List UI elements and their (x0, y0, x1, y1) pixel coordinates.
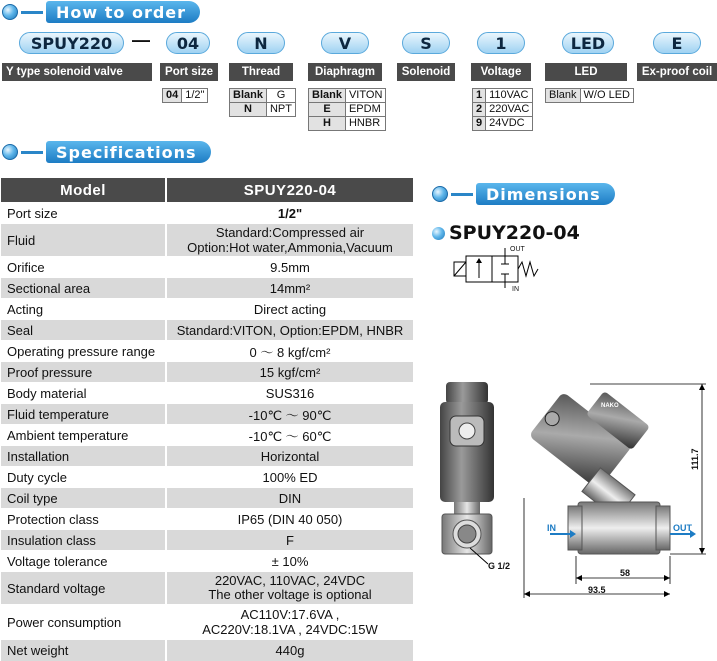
label-voltage: Voltage (471, 63, 531, 81)
option-value: 110VAC (486, 89, 533, 103)
out-label: OUT (673, 523, 692, 533)
valve-side-view (520, 378, 716, 600)
option-value: HNBR (345, 117, 385, 131)
table-row (309, 103, 386, 117)
spec-value: Horizontal (166, 446, 413, 467)
label-exproof: Ex-proof coil (637, 63, 717, 81)
label-diaphragm: Diaphragm (308, 63, 382, 81)
option-value: W/O LED (580, 89, 633, 103)
spec-label: Ambient temperature (1, 425, 166, 446)
option-key: H (309, 117, 346, 131)
option-key: 1 (473, 89, 486, 103)
option-value: EPDM (345, 103, 385, 117)
option-key: 9 (473, 117, 486, 131)
option-key: 2 (473, 103, 486, 117)
spec-label: Voltage tolerance (1, 551, 166, 572)
spec-value (166, 224, 413, 257)
table-row (1, 425, 413, 446)
table-row (309, 117, 386, 131)
table-row (1, 278, 413, 299)
option-value: 24VDC (486, 117, 533, 131)
in-label: IN (547, 523, 556, 533)
spec-value (166, 572, 413, 605)
spec-value: Standard:VITON, Option:EPDM, HNBR (166, 320, 413, 341)
how-to-order-title: How to order (46, 1, 200, 23)
header-dash (21, 151, 43, 154)
voltage-table (472, 88, 533, 131)
spec-label: Body material (1, 383, 166, 404)
leader-line (470, 548, 490, 568)
table-row (1, 203, 413, 224)
header-dash (21, 11, 43, 14)
spec-label: Sectional area (1, 278, 166, 299)
spec-value: 15 kgf/cm² (166, 362, 413, 383)
spec-value: -10℃ ～ 60℃ (166, 425, 413, 446)
spec-value (166, 605, 413, 640)
table-row (1, 257, 413, 278)
spec-label: Fluid temperature (1, 404, 166, 425)
spec-value: -10℃ ～ 90℃ (166, 404, 413, 425)
spec-value: ± 10% (166, 551, 413, 572)
spec-value: 440g (166, 640, 413, 661)
spec-value: IP65 (DIN 40 050) (166, 509, 413, 530)
how-to-order-header (2, 1, 200, 23)
dimensions-title: Dimensions (476, 183, 615, 205)
label-solenoid: Solenoid (397, 63, 455, 81)
bullet-icon (432, 186, 448, 202)
code-diaphragm: V (321, 32, 369, 54)
table-row (1, 362, 413, 383)
table-row (1, 224, 413, 257)
option-key: Blank (309, 89, 346, 103)
table-row (1, 341, 413, 362)
spec-label: Protection class (1, 509, 166, 530)
option-value: NPT (266, 103, 295, 117)
table-row (1, 605, 413, 640)
table-row (1, 530, 413, 551)
spec-label: Standard voltage (1, 572, 166, 605)
option-value: 220VAC (486, 103, 533, 117)
spec-value: 14mm² (166, 278, 413, 299)
spec-value-line1: Standard:Compressed air (215, 225, 365, 240)
option-key: Blank (546, 89, 581, 103)
table-row (163, 89, 208, 103)
spec-label: Coil type (1, 488, 166, 509)
outer-width-dimension: 93.5 (588, 585, 606, 595)
thread-table (229, 88, 296, 117)
model-heading (432, 222, 580, 244)
bullet-icon (2, 4, 18, 20)
spec-label: Proof pressure (1, 362, 166, 383)
spec-value: F (166, 530, 413, 551)
spec-label: Orifice (1, 257, 166, 278)
spec-label: Operating pressure range (1, 341, 166, 362)
spec-label: Acting (1, 299, 166, 320)
spec-label: Installation (1, 446, 166, 467)
port-size-table (162, 88, 208, 103)
table-header-row (1, 178, 413, 203)
spec-label: Net weight (1, 640, 166, 661)
code-dash: — (132, 30, 150, 50)
code-solenoid: S (402, 32, 450, 54)
table-row (1, 299, 413, 320)
table-row (473, 117, 533, 131)
option-value: G (266, 89, 295, 103)
model-name: SPUY220-04 (449, 222, 580, 244)
specifications-header (2, 141, 211, 163)
height-dimension: 111.7 (690, 448, 700, 470)
option-key: Blank (230, 89, 267, 103)
spec-value: 100% ED (166, 467, 413, 488)
spec-label: Power consumption (1, 605, 166, 640)
code-thread: N (237, 32, 285, 54)
spec-value: Direct acting (166, 299, 413, 320)
table-row (1, 404, 413, 425)
table-row (309, 89, 386, 103)
led-table (545, 88, 634, 103)
table-row (230, 89, 296, 103)
spec-label: Seal (1, 320, 166, 341)
code-port-size: 04 (166, 32, 210, 54)
label-led: LED (545, 63, 627, 81)
table-row (1, 467, 413, 488)
spec-label: Insulation class (1, 530, 166, 551)
table-row (473, 89, 533, 103)
code-voltage: 1 (477, 32, 525, 54)
table-row (546, 89, 634, 103)
code-model: SPUY220 (19, 32, 124, 54)
symbol-in-label: IN (512, 286, 519, 293)
symbol-out-label: OUT (510, 246, 525, 253)
option-key: 04 (163, 89, 182, 103)
spec-value-line2: The other voltage is optional (208, 587, 372, 602)
spec-value: 9.5mm (166, 257, 413, 278)
option-key: N (230, 103, 267, 117)
table-row (1, 446, 413, 467)
table-row (1, 640, 413, 661)
table-row (1, 509, 413, 530)
code-led: LED (562, 32, 614, 54)
spec-label: Duty cycle (1, 467, 166, 488)
spec-value-line1: AC110V:17.6VA , (240, 607, 340, 622)
spec-value: 0 ～ 8 kgf/cm² (166, 341, 413, 362)
specifications-title: Specifications (46, 141, 211, 163)
specifications-table (1, 177, 413, 661)
option-value: VITON (345, 89, 385, 103)
code-exproof: E (653, 32, 701, 54)
label-port-size: Port size (160, 63, 218, 81)
spec-label: Port size (1, 203, 166, 224)
diaphragm-table (308, 88, 386, 131)
option-key: E (309, 103, 346, 117)
table-row (230, 103, 296, 117)
valve-symbol-icon (452, 244, 552, 294)
spec-value-line2: Option:Hot water,Ammonia,Vacuum (187, 240, 393, 255)
thread-label: G 1/2 (488, 561, 511, 571)
table-row (1, 488, 413, 509)
spec-label: Fluid (1, 224, 166, 257)
col-model: Model (1, 178, 166, 203)
option-value: 1/2" (182, 89, 208, 103)
valve-front-view (436, 380, 498, 560)
spec-value-line2: AC220V:18.1VA , 24VDC:15W (202, 622, 378, 637)
spec-value-line1: 220VAC, 110VAC, 24VDC (214, 573, 366, 588)
table-row (473, 103, 533, 117)
table-row (1, 383, 413, 404)
col-value: SPUY220-04 (166, 178, 413, 203)
spec-value: SUS316 (166, 383, 413, 404)
header-dash (451, 193, 473, 196)
table-row (1, 320, 413, 341)
dimensions-header (432, 183, 615, 205)
bullet-icon (432, 227, 445, 240)
table-row (1, 572, 413, 605)
spec-value: DIN (166, 488, 413, 509)
inner-width-dimension: 58 (620, 568, 631, 578)
label-model: Y type solenoid valve (2, 63, 152, 81)
label-thread: Thread (229, 63, 293, 81)
spec-value: 1/2" (166, 203, 413, 224)
coil-brand: NAKO (601, 403, 619, 409)
table-row (1, 551, 413, 572)
bullet-icon (2, 144, 18, 160)
